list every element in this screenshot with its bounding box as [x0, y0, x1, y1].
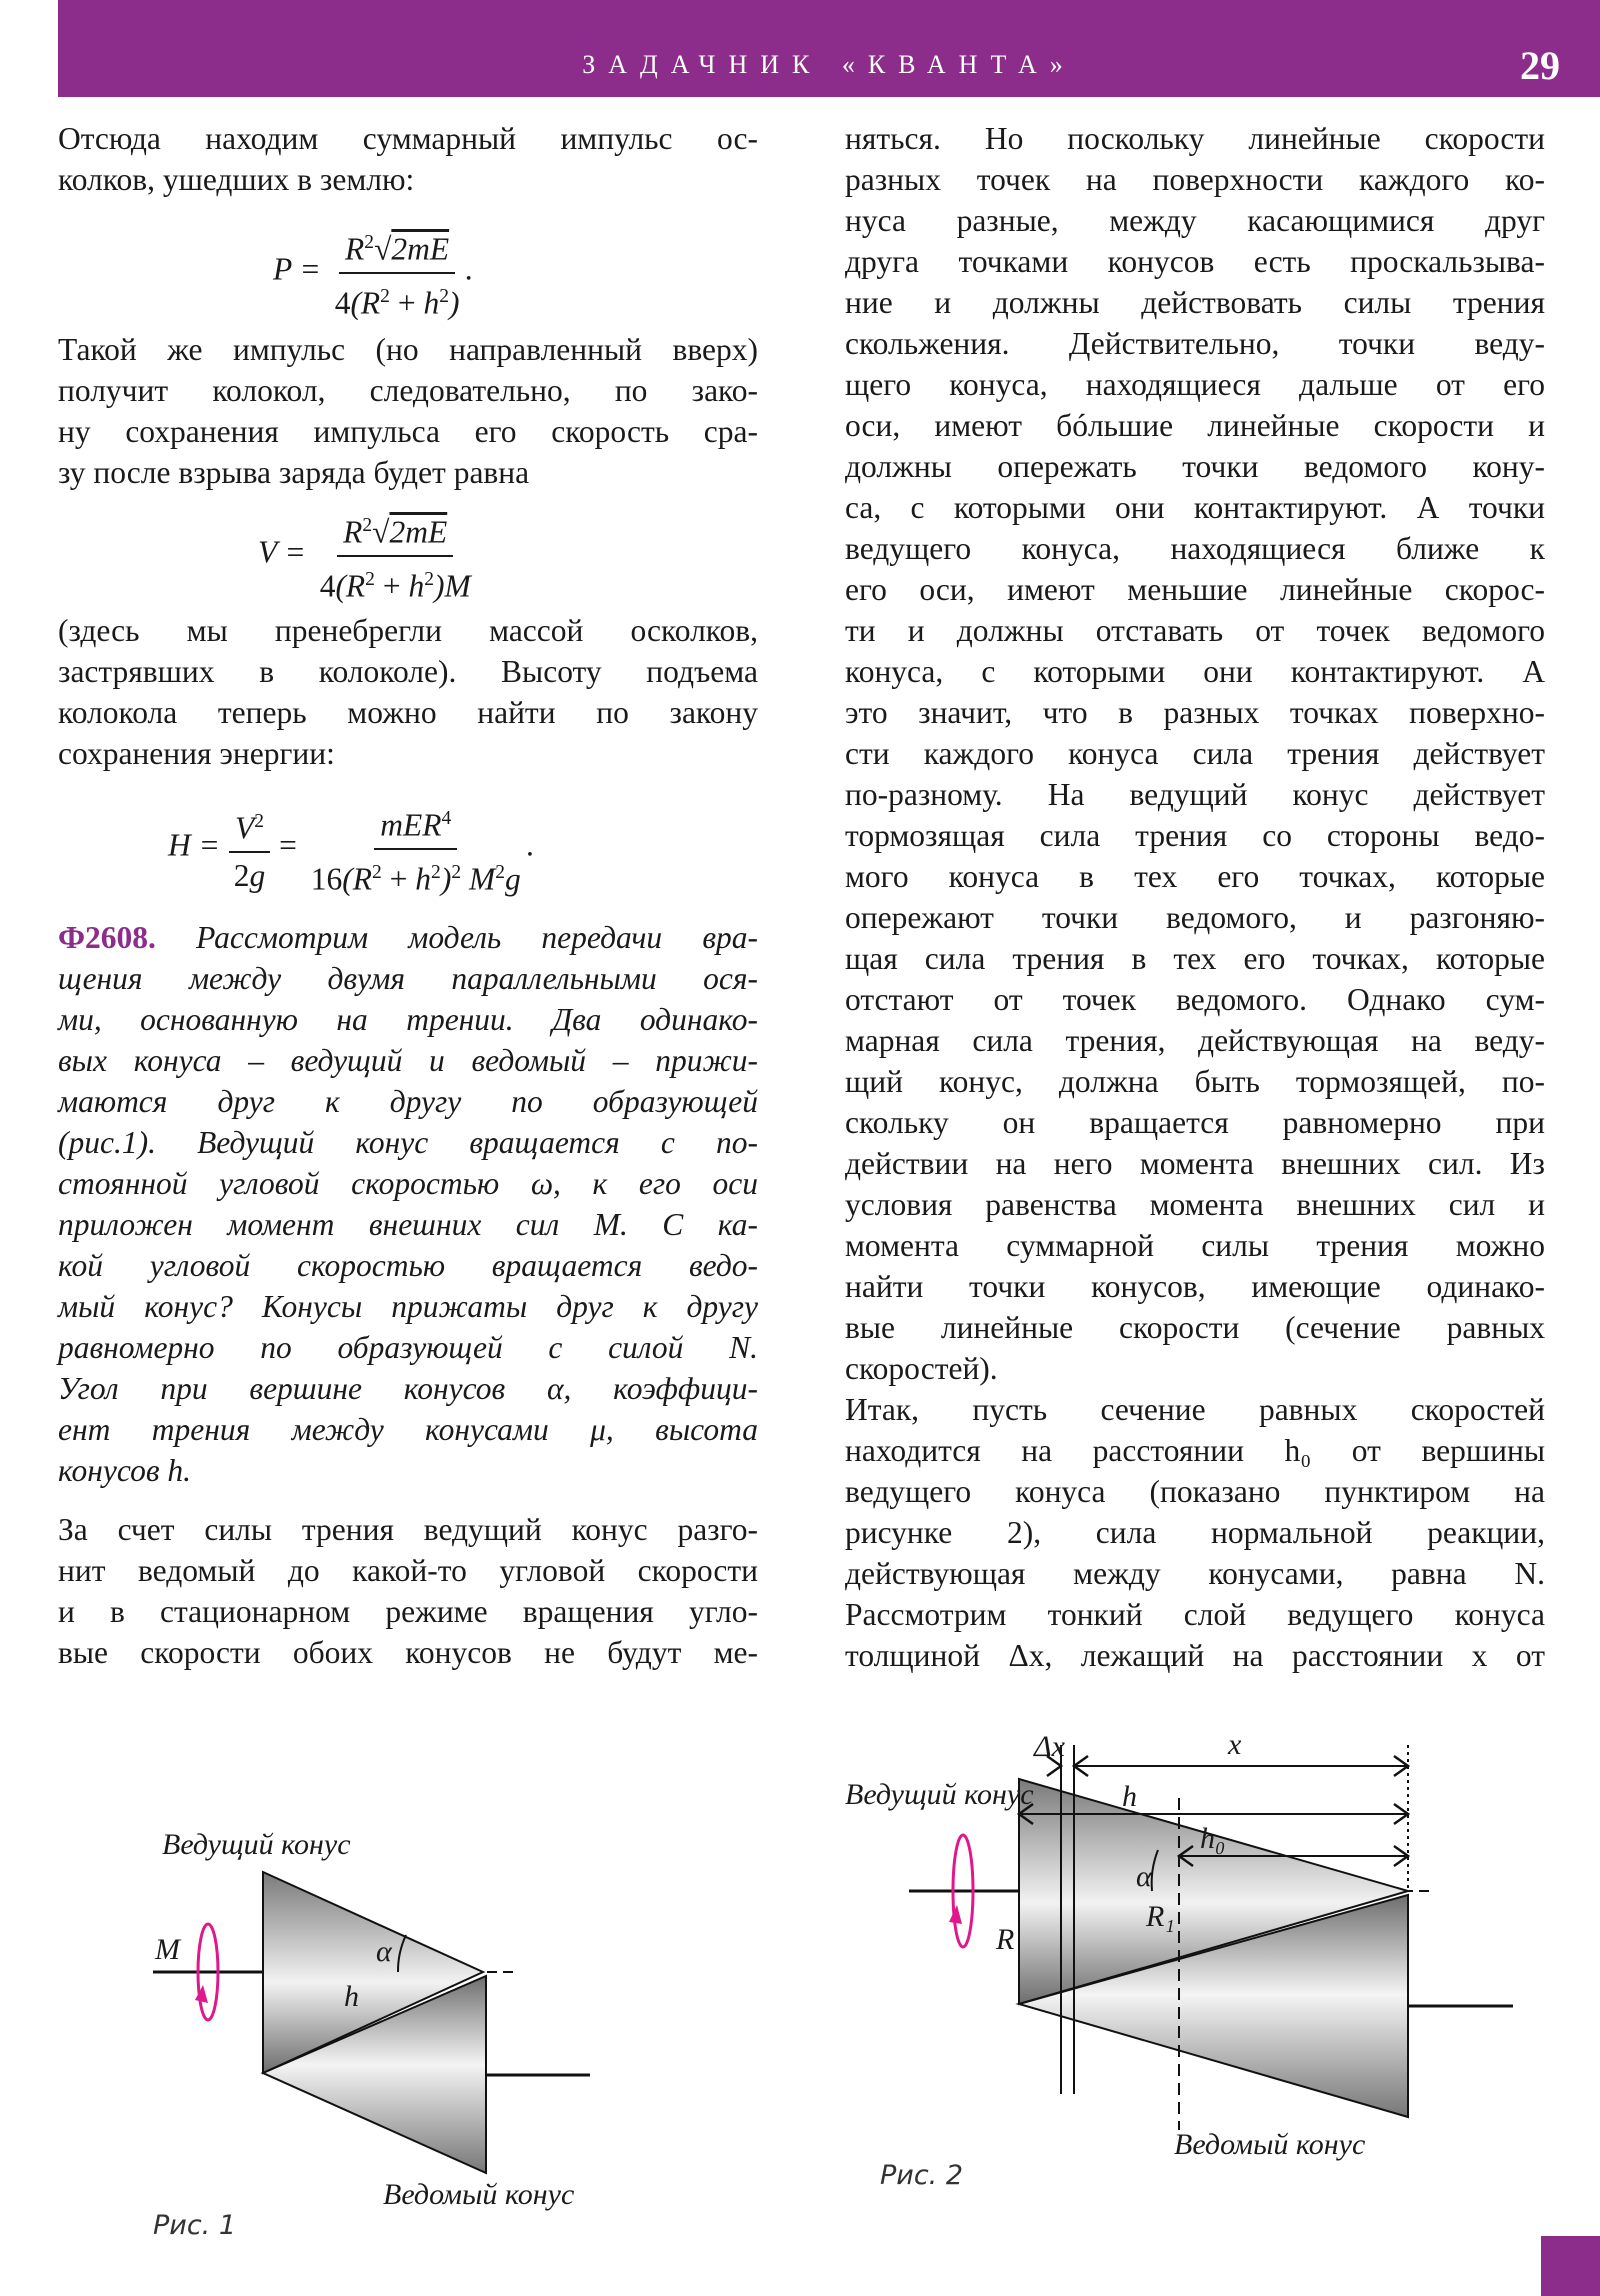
- paragraph-solution-start: За счет силы трения ведущий конус разго- нит ведомый до какой-то угловой скорости и в стационарном режиме вращения угло- вые скорости обоих конусов не будут ме-: [58, 1512, 758, 1670]
- label-R1: R₁: [1146, 1900, 1175, 1933]
- label-moment: M: [155, 1933, 180, 1966]
- label-h0: h₀: [1200, 1822, 1226, 1855]
- paragraph-slipping: няться. Но поскольку линейные скорости разных точек на поверхности каждого ко- нуса разные, между касающимися друг друга точками конусов есть проскальзыва- ние и должны действовать силы трения скольжения. Действительно, точки веду- щего конуса, находящиеся дальше от его оси, имеют бóльшие линейные скорости и должны опережать точки ведомого кону- са, с которыми они контактируют. А точки ведущего конуса, находящиеся ближе к его оси, имеют меньшие линейные скорос- ти и должны отставать от точек ведомого конуса, с которыми они контактируют. А это значит, что в разных точках поверхно- сти каждого конуса сила трения действует по-разному. На ведущий конус действует тормозящая сила трения со стороны ведо- мого конуса в тех его точках, которые опережают точки ведомого, и разгоняю- щая сила трения в тех его точках, которые отстают от точек ведомого. Однако сум- марная сила трения, действующая на веду- щий конус, должна быть тормозящей, по- скольку он вращается равномерно при действии на него момента внешних сил. Из условия равенства момента внешних сил и момента суммарной силы трения можно найти точки конусов, имеющие одинако- вые линейные скорости (сечение равных скоростей).: [845, 121, 1545, 1386]
- left-column: [58, 118, 758, 1673]
- page-header: [58, 0, 1600, 97]
- paragraph-energy: (здесь мы пренебрегли массой осколков, застрявших в колоколе). Высоту подъема колокола теперь можно найти по закону сохранения энергии:: [58, 613, 758, 771]
- label-alpha: α: [1136, 1860, 1152, 1893]
- figure-2: [830, 1710, 1560, 2290]
- label-driven-cone: Ведомый конус: [383, 2178, 575, 2211]
- figure-1: [100, 1810, 680, 2290]
- problem-id: Ф2608.: [58, 920, 156, 955]
- label-dx: Δx: [1034, 1730, 1065, 1763]
- label-driving-cone: Ведущий конус: [162, 1828, 351, 1861]
- formula-H: H = $\frac{V^2}{2g}$ = $\frac{mER^4}{16(R^2 + h^2)^2 M^2g}$ .: [168, 798, 758, 899]
- label-R: R: [996, 1923, 1015, 1956]
- label-alpha: α: [376, 1935, 392, 1968]
- label-h: h: [1122, 1780, 1137, 1813]
- paragraph-bell-velocity: Такой же импульс (но направленный вверх) получит колокол, следовательно, по зако- ну сохранения импульса его скорость сра- зу после взрыва заряда будет равна: [58, 332, 758, 490]
- label-driven-cone: Ведомый конус: [1174, 2128, 1366, 2161]
- label-height: h: [344, 1980, 359, 2013]
- page-number: 29: [1520, 43, 1560, 88]
- paragraph-equal-velocity-section: Итак, пусть сечение равных скоростей находится на расстоянии h₀ от вершины ведущего конуса (показано пунктиром на рисунке 2), сила нормальной реакции, действующая между конусами, равна N. Рассмотрим тонкий слой ведущего конуса толщиной Δx, лежащий на расстоянии x от: [845, 1392, 1545, 1673]
- figure-2-caption: Рис. 2: [880, 2160, 964, 2191]
- label-driving-cone: Ведущий конус: [845, 1778, 1034, 1811]
- figure-1-caption: Рис. 1: [153, 2210, 237, 2241]
- label-x: x: [1228, 1728, 1242, 1761]
- right-column: [845, 118, 1545, 1676]
- journal-section-title: ЗАДАЧНИК «КВАНТА»: [582, 50, 1076, 79]
- paragraph-impulse: Отсюда находим суммарный импульс ос- колков, ушедших в землю:: [58, 121, 758, 197]
- formula-P: P = $\frac{R^2√2mE}{4(R^2 + h^2)}$ .: [273, 222, 758, 323]
- page-corner-tab: [1541, 2236, 1600, 2296]
- formula-V: V = $\frac{R^2√2mE}{4(R^2 + h^2)M}$: [258, 505, 758, 606]
- problem-statement: Ф2608. Рассмотрим модель передачи вра- щения между двумя параллельными ося- ми, основанную на трении. Два одинако- вых конуса – ведущий и ведомый – прижи- маются друг к другу по образующей (рис.1). Ведущий конус вращается с по- стоянной угловой скоростью ω, к его оси приложен момент внешних сил М. С ка- кой угловой скоростью вращается ведо- мый конус? Конусы прижаты друг к другу равномерно по образующей с силой N. Угол при вершине конусов α, коэффици- ент трения между конусами μ, высота конусов h.: [58, 920, 758, 1488]
